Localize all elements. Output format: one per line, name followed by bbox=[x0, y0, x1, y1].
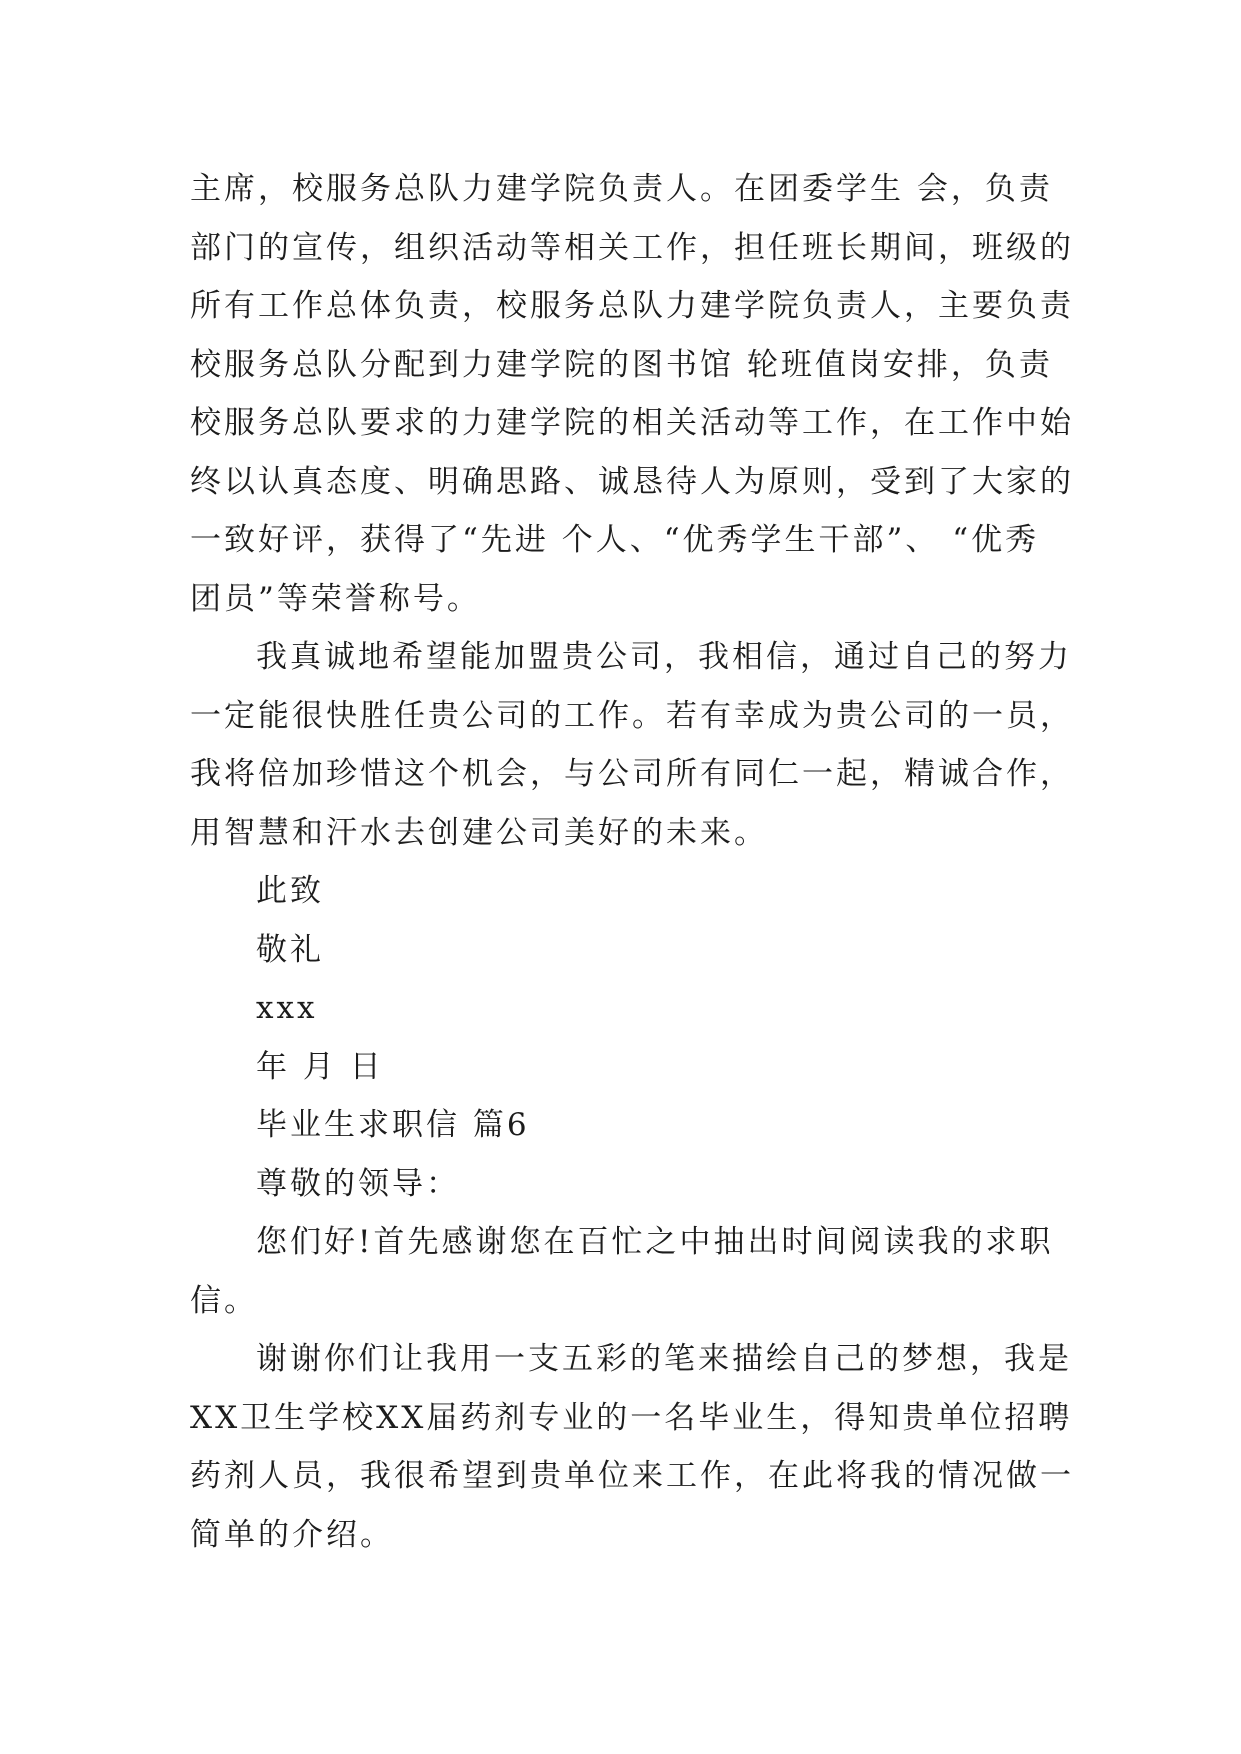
text-line: 主席，校服务总队力建学院负责人。在团委学生 会，负责 bbox=[190, 171, 1053, 207]
text-line: xxx bbox=[256, 990, 318, 1026]
text-line: 校服务总队分配到力建学院的图书馆 轮班值岗安排，负责 bbox=[190, 346, 1053, 383]
text-line: 尊敬的领导： bbox=[256, 1165, 460, 1202]
text-line: 一致好评，获得了“先进 个人、“优秀学生干部”、 “优秀 bbox=[190, 522, 1040, 558]
text-line: 用智慧和汗水去创建公司美好的未来。 bbox=[190, 814, 768, 851]
text-line: 年 月 日 bbox=[256, 1048, 384, 1085]
text-line: 我将倍加珍惜这个机会，与公司所有同仁一起，精诚合作， bbox=[190, 756, 1074, 792]
text-line: 谢谢你们让我用一支五彩的笔来描绘自己的梦想，我是 bbox=[256, 1341, 1072, 1377]
text-line: 简单的介绍。 bbox=[190, 1516, 394, 1553]
text-line: XX卫生学校XX届药剂专业的一名毕业生，得知贵单位招聘 bbox=[190, 1399, 1073, 1436]
text-line: 终以认真态度、明确思路、诚恳待人为原则，受到了大家的 bbox=[190, 463, 1074, 500]
text-line: 毕业生求职信 篇6 bbox=[256, 1107, 530, 1143]
text-line: 校服务总队要求的力建学院的相关活动等工作，在工作中始 bbox=[190, 405, 1074, 441]
text-line: 您们好!首先感谢您在百忙之中抽出时间阅读我的求职 bbox=[256, 1224, 1054, 1260]
text-line: 此致 bbox=[256, 873, 324, 909]
text-line: 所有工作总体负责，校服务总队力建学院负责人，主要负责 bbox=[190, 288, 1074, 324]
text-line: 一定能很快胜任贵公司的工作。若有幸成为贵公司的一员， bbox=[190, 697, 1074, 734]
text-line: 部门的宣传，组织活动等相关工作，担任班长期间，班级的 bbox=[190, 229, 1074, 266]
text-line: 团员”等荣誉称号。 bbox=[190, 580, 481, 617]
text-line: 敬礼 bbox=[256, 931, 324, 968]
letter-body bbox=[190, 160, 1074, 1564]
text-line: 我真诚地希望能加盟贵公司，我相信，通过自己的努力 bbox=[256, 639, 1072, 675]
text-line: 信。 bbox=[190, 1282, 258, 1319]
text-line: 药剂人员，我很希望到贵单位来工作，在此将我的情况做一 bbox=[190, 1458, 1074, 1494]
